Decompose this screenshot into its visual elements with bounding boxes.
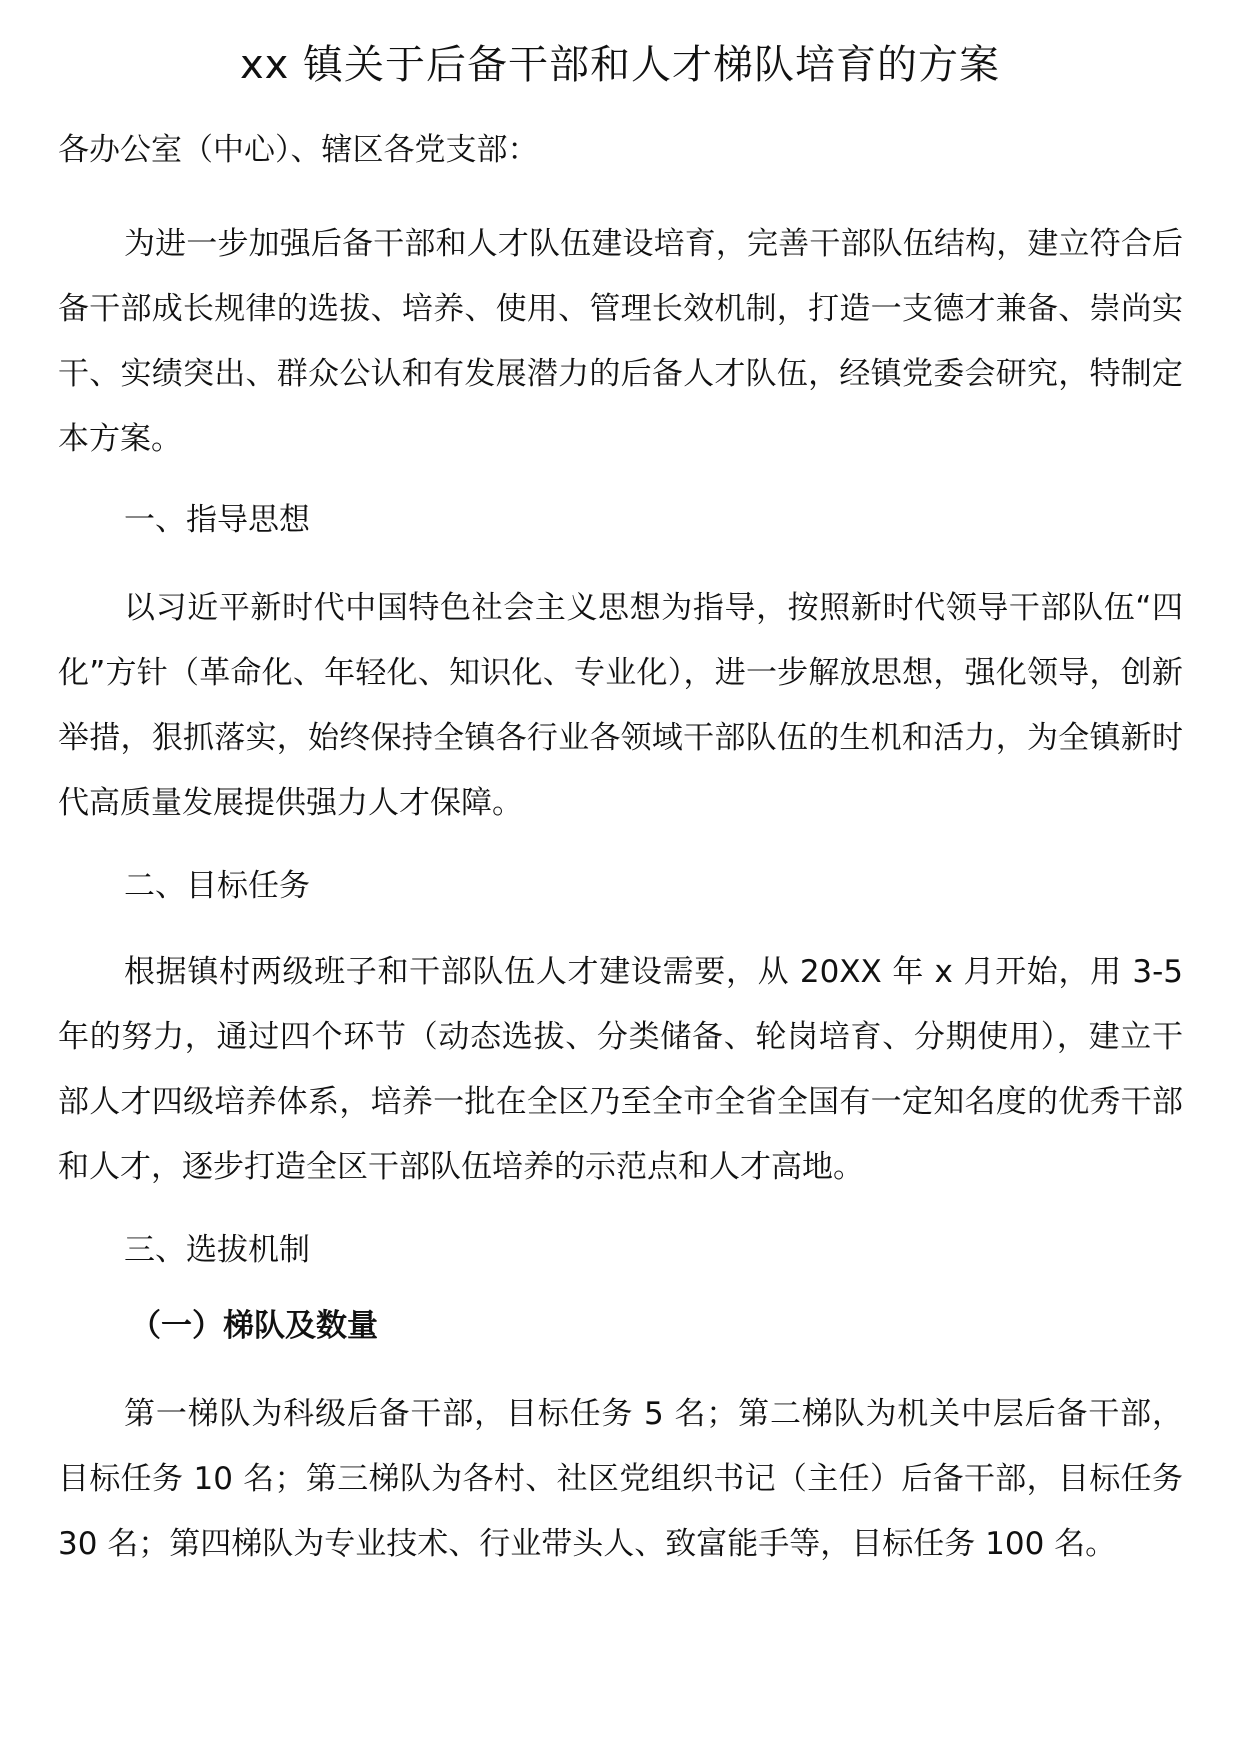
section-heading-selection-mechanism: 三、选拔机制 <box>124 1232 310 1268</box>
section-body-goals: 根据镇村两级班子和干部队伍人才建设需要，从 20XX 年 x 月开始，用 3-5 年的努力，通过四个环节（动态选拔、分类储备、轮岗培育、分期使用），建立干部人才四级培养体系，培养一批在全区乃至全市全省全国有一定知名度的优秀干部和人才，逐步打造全区干部队伍培养的示范点和人才高地。 <box>58 954 1183 1185</box>
subsection-body-echelons: 第一梯队为科级后备干部，目标任务 5 名；第二梯队为机关中层后备干部，目标任务 10 名；第三梯队为各村、社区党组织书记（主任）后备干部，目标任务 30 名；第四梯队为专业技术、行业带头人、致富能手等，目标任务 100 名。 <box>58 1396 1183 1562</box>
salutation: 各办公室（中心）、辖区各党支部： <box>58 132 539 168</box>
section-heading-guiding-thought: 一、指导思想 <box>124 502 310 538</box>
intro-paragraph: 为进一步加强后备干部和人才队伍建设培育，完善干部队伍结构，建立符合后备干部成长规律的选拔、培养、使用、管理长效机制，打造一支德才兼备、崇尚实干、实绩突出、群众公认和有发展潜力的后备人才队伍，经镇党委会研究，特制定本方案。 <box>58 226 1183 457</box>
section-body-guiding-thought: 以习近平新时代中国特色社会主义思想为指导，按照新时代领导干部队伍“四化”方针（革命化、年轻化、知识化、专业化），进一步解放思想，强化领导，创新举措，狠抓落实，始终保持全镇各行业各领域干部队伍的生机和活力，为全镇新时代高质量发展提供强力人才保障。 <box>58 590 1183 821</box>
document-title: xx 镇关于后备干部和人才梯队培育的方案 <box>239 42 1001 88</box>
section-heading-goals: 二、目标任务 <box>124 868 310 904</box>
subsection-heading-echelons: （一）梯队及数量 <box>130 1308 378 1344</box>
